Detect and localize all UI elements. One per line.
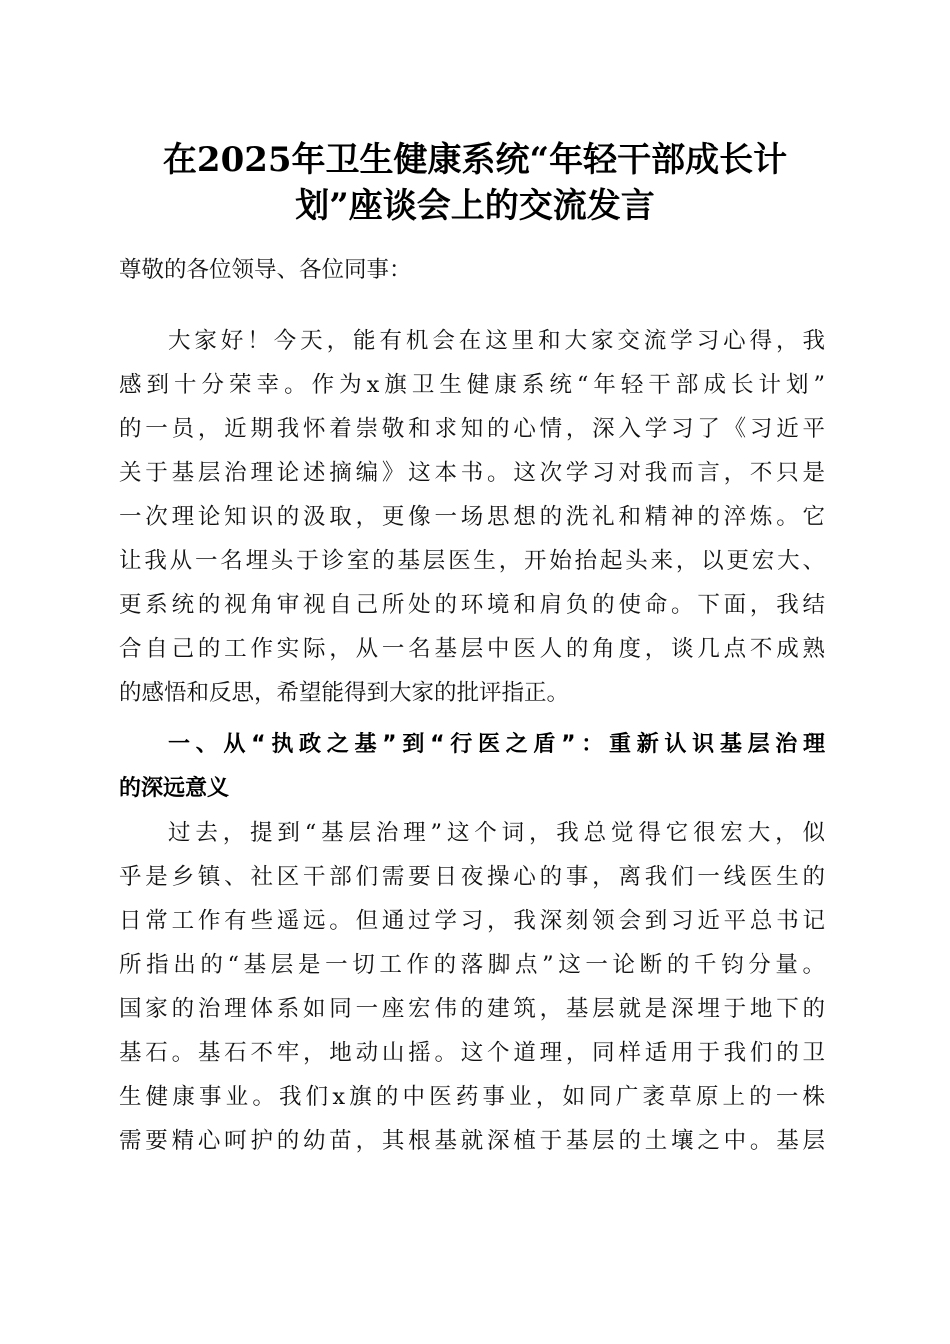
paragraph-2-line: 日常工作有些遥远。但通过学习，我深刻领会到习近平总书记: [119, 908, 825, 934]
section-heading-1-line: 的深远意义: [119, 776, 230, 801]
paragraph-2-line: 基石。基石不牢，地动山摇。这个道理，同样适用于我们的卫: [119, 1040, 825, 1066]
paragraph-1-line: 关于基层治理论述摘编》这本书。这次学习对我而言，不只是: [119, 460, 825, 486]
paragraph-1-line: 感到十分荣幸。作为x旗卫生健康系统“年轻干部成长计划”: [119, 372, 825, 398]
paragraph-2-line: 生健康事业。我们x旗的中医药事业，如同广袤草原上的一株: [119, 1084, 825, 1110]
paragraph-1-line: 的感悟和反思，希望能得到大家的批评指正。: [119, 680, 570, 706]
paragraph-1-line: 让我从一名埋头于诊室的基层医生，开始抬起头来，以更宏大、: [119, 548, 825, 574]
paragraph-2-line: 国家的治理体系如同一座宏伟的建筑，基层就是深埋于地下的: [119, 996, 825, 1022]
document-title-line-2: 划”座谈会上的交流发言: [295, 186, 655, 226]
paragraph-1-line: 合自己的工作实际，从一名基层中医人的角度，谈几点不成熟: [119, 636, 825, 662]
paragraph-2-line: 乎是乡镇、社区干部们需要日夜操心的事，离我们一线医生的: [119, 864, 825, 890]
paragraph-2-line: 需要精心呵护的幼苗，其根基就深植于基层的土壤之中。基层: [119, 1128, 825, 1154]
paragraph-1-line: 的一员，近期我怀着崇敬和求知的心情，深入学习了《习近平: [119, 416, 825, 442]
paragraph-2-line: 过去，提到“基层治理”这个词，我总觉得它很宏大，似: [168, 820, 825, 846]
paragraph-1-line: 大家好！今天，能有机会在这里和大家交流学习心得，我: [168, 328, 825, 354]
section-heading-1-line: 一、从“执政之基”到“行医之盾”：重新认识基层治理: [168, 732, 825, 757]
salutation: 尊敬的各位领导、各位同事：: [119, 257, 412, 283]
paragraph-1-line: 更系统的视角审视自己所处的环境和肩负的使命。下面，我结: [119, 592, 825, 618]
document-title-line-1: 在2025年卫生健康系统“年轻干部成长计: [162, 140, 788, 180]
paragraph-1-line: 一次理论知识的汲取，更像一场思想的洗礼和精神的淬炼。它: [119, 504, 825, 530]
paragraph-2-line: 所指出的“基层是一切工作的落脚点”这一论断的千钧分量。: [119, 952, 825, 978]
